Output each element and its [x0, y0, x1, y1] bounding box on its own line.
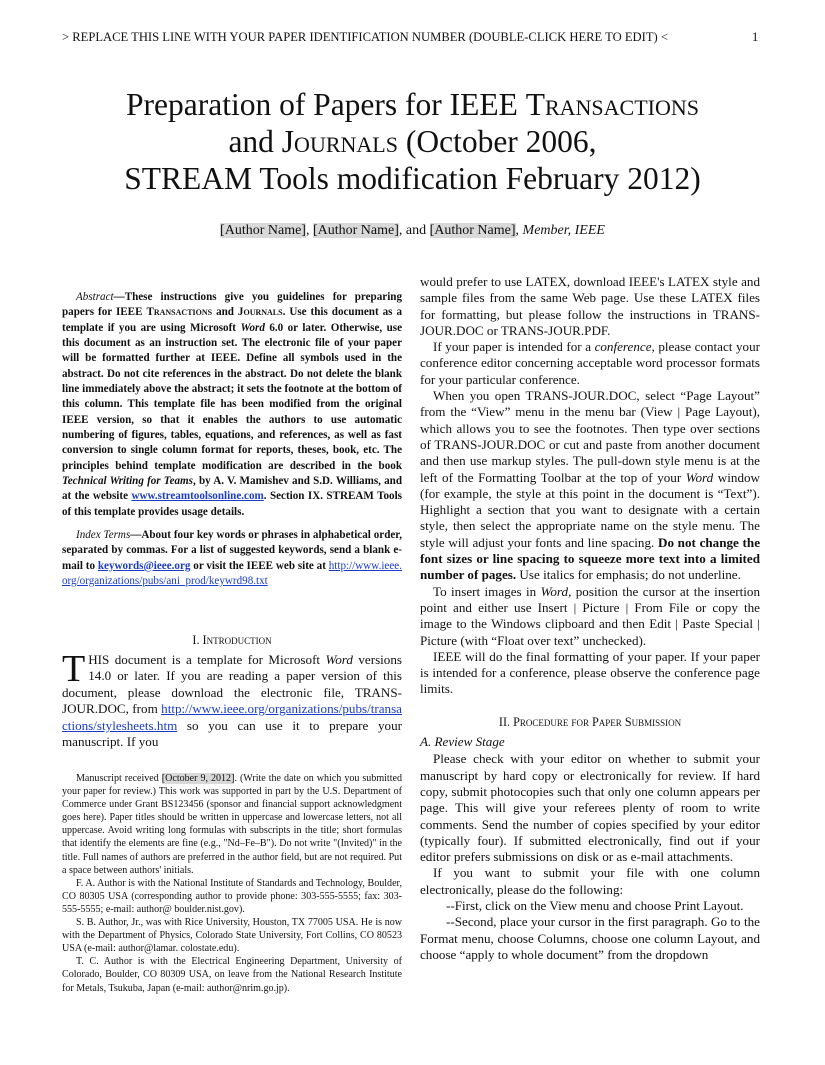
body-paragraph	[420, 584, 760, 649]
abstract-text: . Use this document as a template if you are using Microsoft	[62, 306, 402, 334]
body-text: HIS document is a template for Microsoft	[88, 652, 326, 667]
footnote-author-1: F. A. Author is with the National Institute of Standards and Technology, Boulder, CO 80305 USA (corresponding author to provide phone: 303-555-5555; fax: 303-555-5555; e-mail: author@ boulder.nist.gov).	[62, 877, 402, 915]
body-paragraph	[420, 339, 760, 388]
section-number: I.	[192, 633, 203, 647]
body-text: Use italics for emphasis; do not underline.	[516, 567, 741, 583]
body-paragraph: --First, click on the View menu and choose Print Layout.	[446, 897, 744, 913]
abstract-text: Journals	[237, 306, 283, 319]
title-text: STREAM Tools modification February 2012)	[124, 161, 701, 196]
author-name-field[interactable]: [Author Name]	[312, 223, 399, 238]
body-text: conference	[594, 339, 652, 355]
abstract-text: 6.0 or later. Otherwise, use this document as an instruction set. The electronic file of your paper will be formatted further at IEEE. Define all symbols used in the abstract. Do not cite references in the abstract. Do not delete the blank line immediately above the abstract; it sets the footnote at the bottom of this column. This template file has been modified from the original IEEE version, so that it enables the authors to use automatic numbering of figures, tables, equations, and references, as well as fast conversion to single column format for reports, theses, book, etc. The principles behind template modification are described in the book	[62, 321, 403, 472]
drop-cap: T	[62, 648, 86, 690]
body-text: To insert images in	[433, 583, 541, 599]
section-title: Procedure for Paper Submission	[513, 714, 682, 729]
title-text: and	[228, 124, 282, 159]
title-smallcaps: Transactions	[525, 87, 699, 122]
website-link[interactable]: www.streamtoolsonline.com	[131, 490, 264, 503]
title-text: (October 2006,	[397, 124, 597, 159]
section-title: Introduction	[202, 633, 272, 647]
abstract-text: , by A. V. Mamishev and S.D. Williams, and at the website	[62, 475, 402, 503]
body-text: versions 14.0 or later. If you are reading a paper version of this document, please download the electronic file, TRANS-JOUR.DOC, from	[62, 652, 402, 717]
bold-warning: Do not change the font sizes or line spacing to squeeze more text into a limited number of pages.	[420, 534, 761, 583]
keywords-url-link[interactable]: http://www.ieee.org/organizations/pubs/ani_prod/keywrd98.txt	[62, 559, 402, 588]
separator: ,	[305, 223, 313, 238]
abstract-label: Abstract	[76, 291, 114, 303]
stylesheets-url-link[interactable]: http://www.ieee.org/organizations/pubs/transactions/stylesheets.htm	[62, 701, 402, 733]
footnote-text: . (Write the date on which you submitted your paper for review.) This work was supported in part by the U.S. Department of Commerce under Grant BS123456 (sponsor and financial support acknowledgment goes here). Paper titles should be written in uppercase and lowercase letters, not all uppercase. Avoid writing long formulas with subscripts in the title; short formulas that identify the elements are fine (e.g., "Nd–Fe–B"). Do not write "(Invited)" in the title. Full names of authors are preferred in the author field, but are not required. Put a space between authors' initials.	[62, 773, 403, 876]
separator: ,	[515, 223, 523, 238]
body-text: so you can use it to prepare your manuscript. If you	[62, 717, 402, 750]
book-title: Technical Writing for Teams	[62, 475, 193, 488]
paper-title	[40, 86, 785, 197]
keywords-email-link[interactable]: keywords@ieee.org	[97, 559, 191, 572]
abstract-text: and	[212, 306, 238, 319]
page-number: 1	[752, 30, 759, 44]
footnote-manuscript	[62, 772, 402, 877]
body-paragraph: If you want to submit your file with one column electronically, please do the following:	[420, 865, 760, 897]
subsection-heading-review-stage: A. Review Stage	[420, 734, 505, 750]
body-text: position the cursor at the insertion point and either use Insert | Picture | From File or copy the image to the Windows clipboard and then Edit | Paste Special | Picture (with “Float over text” unchecked).	[420, 583, 761, 648]
index-terms-label: Index Terms	[76, 529, 131, 541]
footnote-author-2: S. B. Author, Jr., was with Rice University, Houston, TX 77005 USA. He is now with the Department of Physics, Colorado State University, Fort Collins, CO 80523 USA (e-mail: author@lamar. colostate.edu).	[62, 917, 402, 955]
body-text: , please contact your conference editor concerning acceptable word processor formats for your particular conference.	[420, 339, 760, 387]
first-page-footnote	[62, 772, 402, 995]
author-line	[0, 222, 825, 240]
abstract-text: Transactions	[146, 306, 213, 319]
body-paragraph	[420, 388, 760, 584]
body-text: When you open TRANS-JOUR.DOC, select “Page Layout” from the “View” menu in the menu bar (View | Page Layout), which allows you to see the footnotes. Then type over sections of TRANS-JOUR.DOC or cut and paste from another document and then use markup styles. The pull-down style menu is at the left of the Formatting Toolbar at the top of your	[420, 388, 760, 485]
author-affiliation: Member, IEEE	[522, 223, 605, 238]
author-name-field[interactable]: [Author Name]	[220, 223, 306, 238]
abstract	[62, 290, 402, 520]
section-number: II.	[498, 714, 514, 729]
right-column	[420, 274, 760, 963]
section-heading-procedure	[420, 714, 760, 730]
index-terms-paragraph	[62, 528, 402, 589]
title-smallcaps: Journals	[281, 124, 398, 159]
body-text: window (for example, the style at this point in the document is “Text”). Highlight a section that you want to designate with a certain style, then select the appropriate name on the style menu. The style will adjust your fonts and line spacing.	[420, 469, 760, 550]
body-text: Word	[685, 469, 714, 485]
received-date-field[interactable]: [October 9, 2012]	[161, 773, 235, 784]
introduction-paragraph	[62, 648, 402, 750]
index-terms	[62, 528, 402, 589]
footnote-text: Manuscript received	[76, 773, 162, 784]
abstract-text: These instructions give you guidelines for preparing papers for IEEE	[62, 291, 402, 319]
paper-id-placeholder[interactable]: > REPLACE THIS LINE WITH YOUR PAPER IDENTIFICATION NUMBER (DOUBLE-CLICK HERE TO EDIT) <	[62, 30, 668, 44]
body-text: Word,	[540, 583, 572, 599]
introduction-body	[62, 648, 402, 750]
body-paragraph: --Second, place your cursor in the first paragraph. Go to the Format menu, choose Columns, choose one column Layout, and choose “apply to whole document” from the dropdown	[420, 914, 760, 962]
author-name-field[interactable]: [Author Name]	[429, 223, 516, 238]
body-text: If your paper is intended for a	[433, 339, 595, 355]
dash: —	[130, 529, 142, 541]
index-terms-text: or visit the IEEE web site at	[190, 559, 329, 572]
separator: , and	[398, 223, 430, 238]
running-header	[62, 29, 762, 45]
body-paragraph: Please check with your editor on whether to submit your manuscript by hard copy or electronically for review. If hard copy, submit photocopies such that only one column appears per page. This will give your referees plenty of room to write comments. Send the number of copies specified by your editor (typically four). If submitted electronically, find out if your editor prefers submissions on disk or as e-mail attachments.	[420, 751, 760, 865]
body-paragraph: IEEE will do the final formatting of your paper. If your paper is intended for a conference, please observe the conference page limits.	[420, 648, 760, 697]
dash: —	[113, 291, 125, 303]
body-paragraph: would prefer to use LATEX, download IEEE's LATEX style and sample files from the same Web page. Use these LATEX files for formatting, but please follow the instructions in TRANS-JOUR.DOC or TRANS-JOUR.PDF.	[420, 274, 760, 338]
body-text: Word	[325, 652, 353, 667]
abstract-paragraph	[62, 290, 402, 520]
footnote-author-3: T. C. Author is with the Electrical Engineering Department, University of Colorado, Boulder, CO 80309 USA, on leave from the National Research Institute for Metals, Tsukuba, Japan (e-mail: author@nrim.go.jp).	[62, 956, 402, 994]
section-heading-introduction	[62, 632, 402, 648]
abstract-text: Word	[240, 321, 265, 334]
abstract-text: . Section IX. STREAM Tools of this template provides usage details.	[62, 490, 402, 518]
index-terms-text: About four key words or phrases in alphabetical order, separated by commas. For a list of suggested keywords, send a blank e-mail to	[62, 529, 402, 572]
title-text: Preparation of Papers for IEEE	[126, 87, 526, 122]
